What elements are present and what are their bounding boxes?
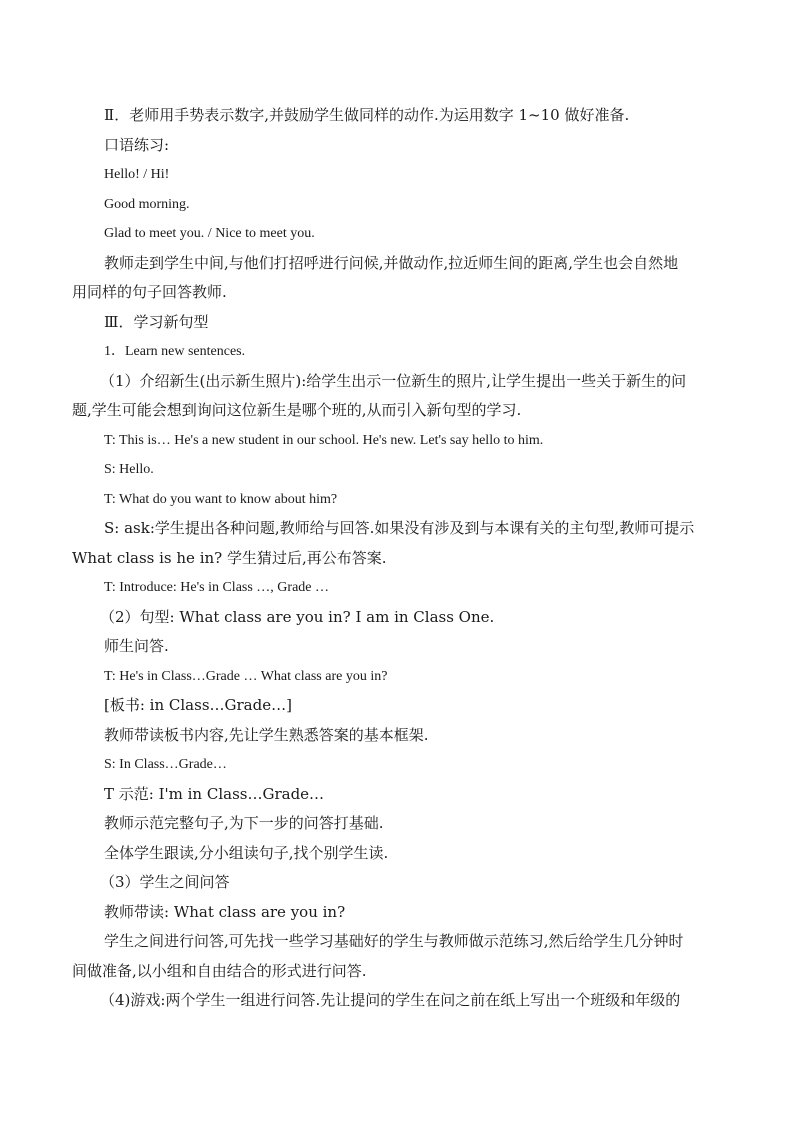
paragraph-line: S: ask:学生提出各种问题,教师给与回答.如果没有涉及到与本课有关的主句型,教师可提示 [104,519,695,537]
sentence-pattern-line: （2）句型: What class are you in? I am in Class One. [100,607,495,626]
dialogue-line: S: Hello. [104,462,154,477]
section-heading-ii: Ⅱ．老师用手势表示数字,并鼓励学生做同样的动作.为运用数字 1~10 做好准备. [104,106,630,124]
dialogue-line: T: What do you want to know about him? [104,491,338,507]
paragraph-line: （4)游戏:两个学生一组进行问答.先让提问的学生在问之前在纸上写出一个班级和年级的 [100,991,681,1009]
dialogue-line: T: This is… He's a new student in our school. He's new. Let's say hello to him. [104,432,544,448]
subheading-student-qa: （3）学生之间问答 [100,873,230,891]
dialogue-line: T: Introduce: He's in Class …, Grade … [104,580,329,595]
paragraph-line: 学生之间进行问答,可先找一些学习基础好的学生与教师做示范练习,然后给学生几分钟时 [104,932,684,950]
paragraph-line: 全体学生跟读,分小组读句子,找个别学生读. [104,843,389,862]
dialogue-line: Good morning. [104,196,190,212]
paragraph-line: 教师走到学生中间,与他们打招呼进行问候,并做动作,拉近师生间的距离,学生也会自然地 [104,253,679,272]
paragraph-line: 教师带读: What class are you in? [104,902,346,921]
oral-practice-label: 口语练习: [104,135,170,154]
dialogue-line: S: In Class…Grade… [104,757,227,772]
paragraph-line: 师生问答. [104,637,169,655]
document-body [72,101,722,1016]
paragraph-line: 题,学生可能会想到询问这位新生是哪个班的,从而引入新句型的学习. [72,401,522,419]
dialogue-line: Hello! / Hi! [104,167,170,182]
section-heading-iii: Ⅲ．学习新句型 [104,312,209,331]
subheading-learn-new-sentences: 1．Learn new sentences. [104,344,246,359]
paragraph-line: 用同样的句子回答教师. [72,283,227,301]
paragraph-line: What class is he in? 学生猜过后,再公布答案. [72,548,387,567]
paragraph-line: 教师示范完整句子,为下一步的问答打基础. [104,814,384,832]
paragraph-line: 间做准备,以小组和自由结合的形式进行问答. [72,961,367,980]
dialogue-line: T: He's in Class…Grade … What class are you in? [104,668,388,684]
blackboard-note: [板书: in Class…Grade…] [104,696,292,714]
paragraph-line: 教师带读板书内容,先让学生熟悉答案的基本框架. [104,725,429,744]
dialogue-line: T 示范: I'm in Class…Grade… [104,784,325,803]
paragraph-line: （1）介绍新生(出示新生照片):给学生出示一位新生的照片,让学生提出一些关于新生的问 [100,371,687,390]
dialogue-line: Glad to meet you. / Nice to meet you. [104,226,315,241]
